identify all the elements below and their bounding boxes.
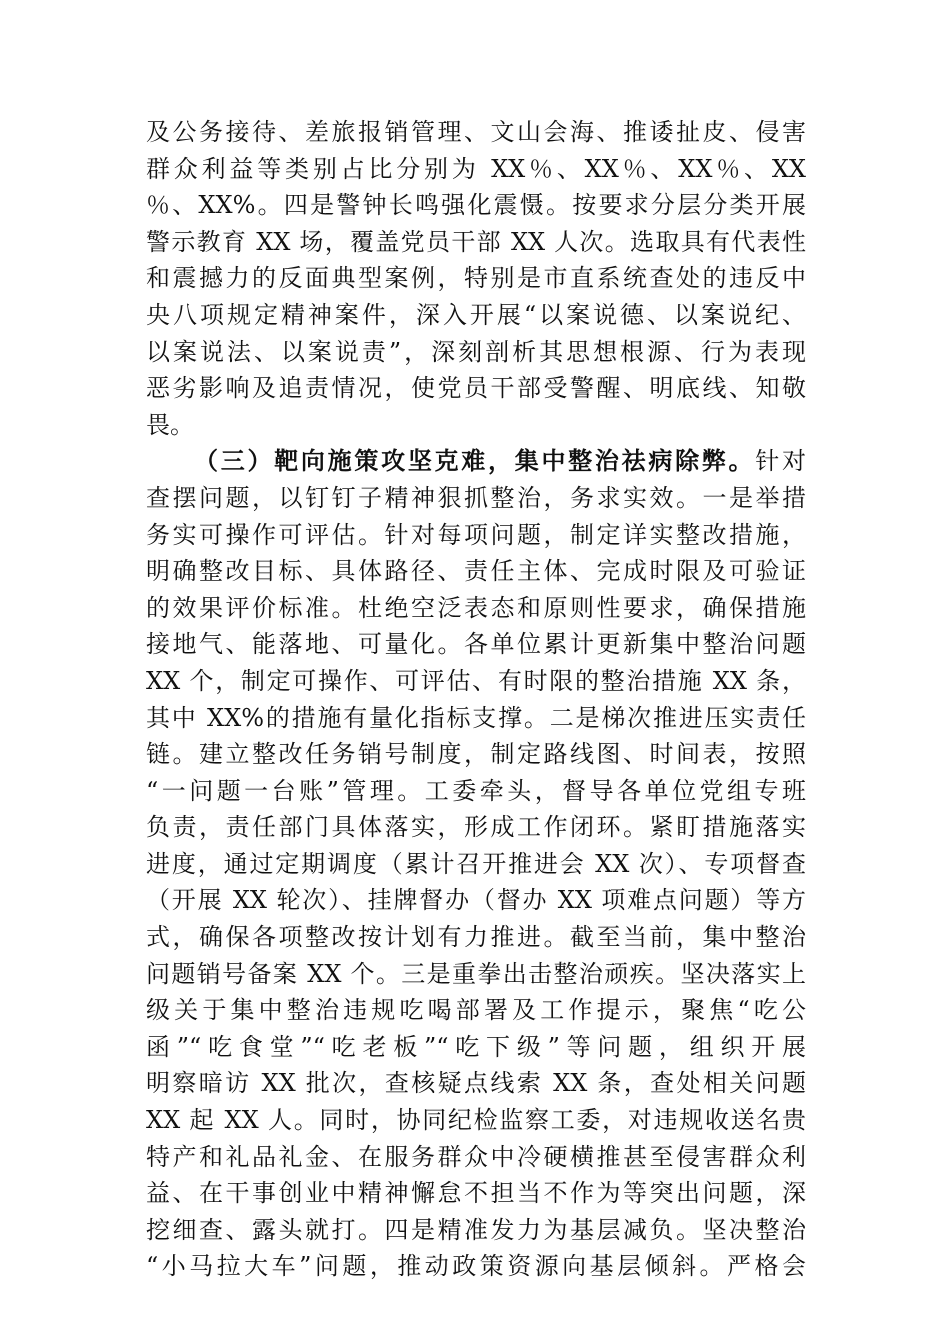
text-line: 务实可操作可评估。针对每项问题，制定详实整改措施， <box>146 520 806 549</box>
text-line: 查摆问题，以钉钉子精神狠抓整治，务求实效。一是举措 <box>146 483 806 512</box>
section-heading: （三）靶向施策攻坚克难，集中整治祛病除弊。 <box>194 446 756 476</box>
text-line: 问题销号备案 XX 个。三是重拳出击整治顽疾。坚决落实上 <box>146 959 806 988</box>
text-line: XX 起 XX 人。同时，协同纪检监察工委，对违规收送名贵 <box>146 1106 806 1135</box>
text-line: 其中 XX%的措施有量化指标支撑。二是梯次推进压实责任 <box>146 703 806 732</box>
text-line: 函”“吃食堂”“吃老板”“吃下级”等问题，组织开展 <box>146 1032 806 1061</box>
text-line: 央八项规定精神案件，深入开展“以案说德、以案说纪、 <box>146 300 806 329</box>
text-line: 恶劣影响及追责情况，使党员干部受警醒、明底线、知敬 <box>146 374 806 403</box>
text-line: 链。建立整改任务销号制度，制定路线图、时间表，按照 <box>146 740 806 769</box>
text-line: 群众利益等类别占比分别为 XX％、XX％、XX％、XX <box>146 154 806 183</box>
text-line: 特产和礼品礼金、在服务群众中冷硬横推甚至侵害群众利 <box>146 1142 806 1171</box>
body-text <box>146 114 806 1285</box>
text-line: 和震撼力的反面典型案例，特别是市直系统查处的违反中 <box>146 264 806 293</box>
text-line: 负责，责任部门具体落实，形成工作闭环。紧盯措施落实 <box>146 813 806 842</box>
text-line: 明察暗访 XX 批次，查核疑点线索 XX 条，查处相关问题 <box>146 1069 806 1098</box>
text-line: 进度，通过定期调度（累计召开推进会 XX 次）、专项督查 <box>146 849 806 878</box>
text-line: 挖细查、露头就打。四是精准发力为基层减负。坚决整治 <box>146 1215 806 1244</box>
text-line: “小马拉大车”问题，推动政策资源向基层倾斜。严格会 <box>146 1252 806 1281</box>
text-line: ％、XX%。四是警钟长鸣强化震慑。按要求分层分类开展 <box>146 191 806 220</box>
text-line: 警示教育 XX 场，覆盖党员干部 XX 人次。选取具有代表性 <box>146 227 806 256</box>
text-line: 益、在干事创业中精神懈怠不担当不作为等突出问题，深 <box>146 1179 806 1208</box>
text-line: 以案说法、以案说责”，深刻剖析其思想根源、行为表现 <box>146 337 806 366</box>
text-line: 明确整改目标、具体路径、责任主体、完成时限及可验证 <box>146 557 806 586</box>
text-fragment: 针对 <box>755 447 806 476</box>
text-line: （开展 XX 轮次）、挂牌督办（督办 XX 项难点问题）等方 <box>146 886 806 915</box>
text-line: 接地气、能落地、可量化。各单位累计更新集中整治问题 <box>146 630 806 659</box>
text-line: 式，确保各项整改按计划有力推进。截至当前，集中整治 <box>146 923 806 952</box>
text-line: “一问题一台账”管理。工委牵头，督导各单位党组专班 <box>146 776 806 805</box>
text-line: 畏。 <box>146 410 194 439</box>
text-line: 及公务接待、差旅报销管理、文山会海、推诿扯皮、侵害 <box>146 118 806 146</box>
text-line: XX 个，制定可操作、可评估、有时限的整治措施 XX 条， <box>146 666 806 695</box>
section-heading-line <box>146 443 806 480</box>
text-line: 的效果评价标准。杜绝空泛表态和原则性要求，确保措施 <box>146 593 806 622</box>
text-line: 级关于集中整治违规吃喝部署及工作提示，聚焦“吃公 <box>146 996 806 1025</box>
